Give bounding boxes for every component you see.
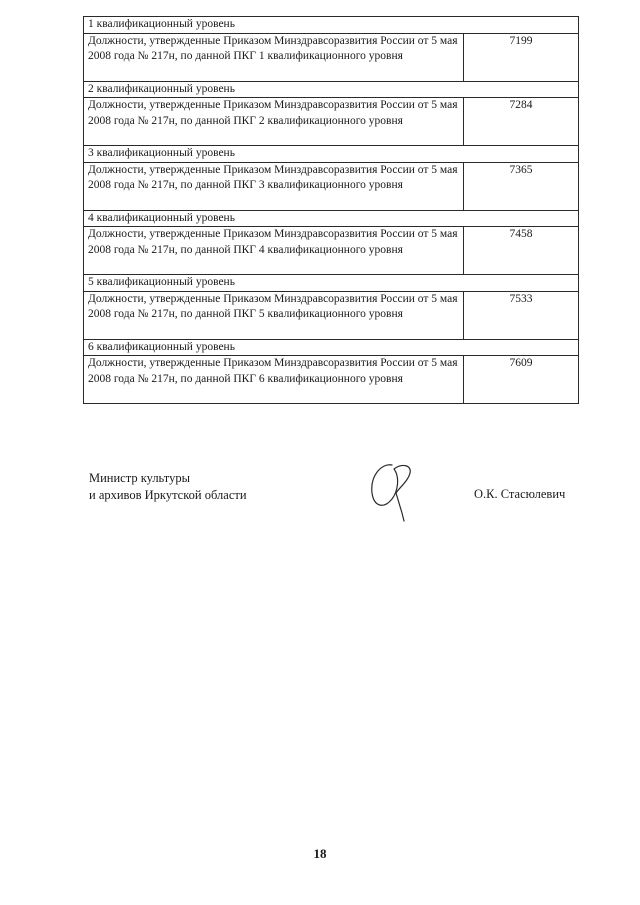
table-row	[84, 339, 579, 356]
salary-value: 7458	[464, 227, 579, 275]
positions-cell: Должности, утвержденные Приказом Минздравсоразвития России от 5 мая 2008 года № 217н, по данной ПКГ 3 квалификационного уровня	[84, 162, 464, 210]
salary-value: 7609	[464, 356, 579, 404]
table-row	[84, 275, 579, 292]
table-row	[84, 81, 579, 98]
table-row	[84, 162, 579, 210]
signatory-title-line2: и архивов Иркутской области	[89, 488, 247, 502]
level-heading: 5 квалификационный уровень	[84, 275, 579, 292]
level-heading: 2 квалификационный уровень	[84, 81, 579, 98]
level-heading: 3 квалификационный уровень	[84, 146, 579, 163]
handwritten-signature	[362, 455, 422, 525]
salary-table	[83, 16, 579, 404]
positions-cell: Должности, утвержденные Приказом Минздравсоразвития России от 5 мая 2008 года № 217н, по данной ПКГ 6 квалификационного уровня	[84, 356, 464, 404]
table-row	[84, 291, 579, 339]
table-row	[84, 146, 579, 163]
positions-cell: Должности, утвержденные Приказом Минздравсоразвития России от 5 мая 2008 года № 217н, по данной ПКГ 5 квалификационного уровня	[84, 291, 464, 339]
level-heading: 4 квалификационный уровень	[84, 210, 579, 227]
table-row	[84, 17, 579, 34]
table-row	[84, 210, 579, 227]
signatory-title-line1: Министр культуры	[89, 471, 190, 485]
salary-value: 7533	[464, 291, 579, 339]
signatory-name: О.К. Стасюлевич	[474, 487, 566, 501]
salary-value: 7284	[464, 98, 579, 146]
table-row	[84, 356, 579, 404]
page-number: 18	[313, 846, 327, 861]
salary-value: 7365	[464, 162, 579, 210]
level-heading: 6 квалификационный уровень	[84, 339, 579, 356]
table-row	[84, 227, 579, 275]
table-row	[84, 33, 579, 81]
salary-value: 7199	[464, 33, 579, 81]
positions-cell: Должности, утвержденные Приказом Минздравсоразвития России от 5 мая 2008 года № 217н, по данной ПКГ 1 квалификационного уровня	[84, 33, 464, 81]
table-row	[84, 98, 579, 146]
signatory-title	[89, 470, 247, 504]
positions-cell: Должности, утвержденные Приказом Минздравсоразвития России от 5 мая 2008 года № 217н, по данной ПКГ 2 квалификационного уровня	[84, 98, 464, 146]
positions-cell: Должности, утвержденные Приказом Минздравсоразвития России от 5 мая 2008 года № 217н, по данной ПКГ 4 квалификационного уровня	[84, 227, 464, 275]
level-heading: 1 квалификационный уровень	[84, 17, 579, 34]
